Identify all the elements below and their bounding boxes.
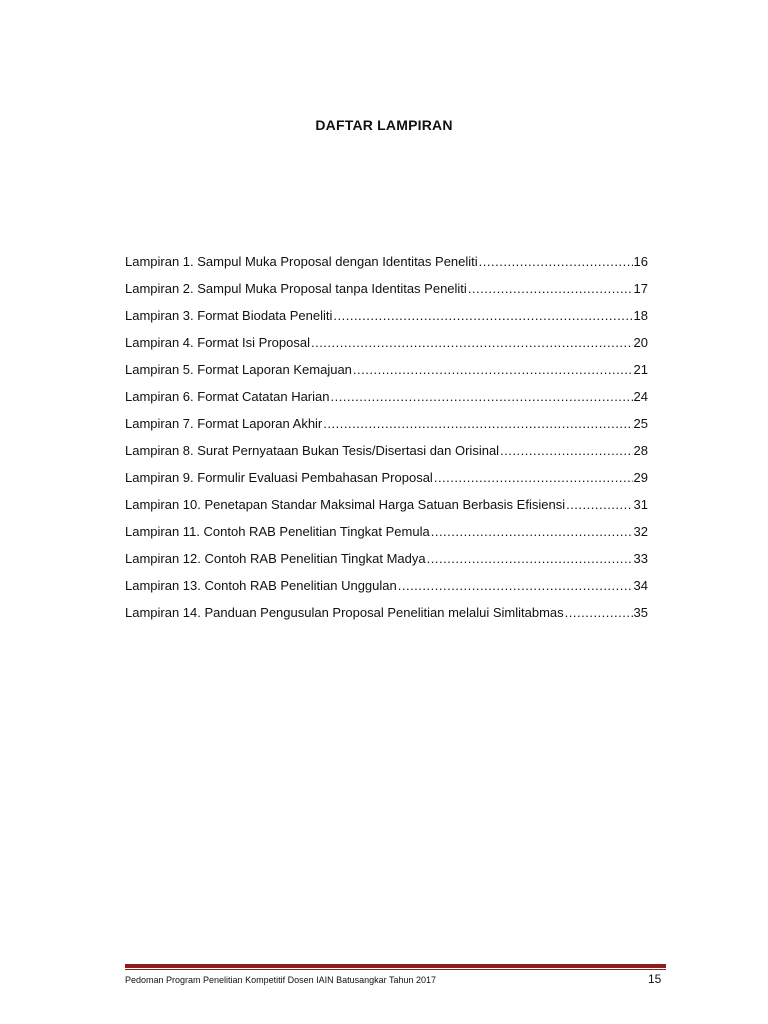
dot-leader (431, 524, 633, 539)
appendix-entry-label: Lampiran 7. Format Laporan Akhir (125, 416, 323, 431)
dot-leader (566, 497, 632, 512)
appendix-entry-label: Lampiran 1. Sampul Muka Proposal dengan Identitas Peneliti (125, 254, 478, 269)
appendix-entry (125, 281, 648, 308)
appendix-entry-page: 25 (633, 416, 648, 431)
dot-leader (500, 443, 632, 458)
dot-leader (333, 308, 632, 323)
appendix-entry (125, 389, 648, 416)
appendix-entry (125, 524, 648, 551)
appendix-entry-page: 33 (633, 551, 648, 566)
appendix-entry (125, 551, 648, 578)
appendix-entry-page: 31 (633, 497, 648, 512)
appendix-entry-page: 21 (633, 362, 648, 377)
appendix-list (125, 254, 648, 632)
appendix-entry-page: 28 (633, 443, 648, 458)
appendix-entry-page: 34 (633, 578, 648, 593)
footer-text: Pedoman Program Penelitian Kompetitif Dosen IAIN Batusangkar Tahun 2017 (125, 975, 437, 985)
dot-leader (311, 335, 633, 350)
appendix-entry-page: 18 (633, 308, 648, 323)
dot-leader (468, 281, 633, 296)
dot-leader (479, 254, 633, 269)
appendix-entry (125, 362, 648, 389)
appendix-entry-label: Lampiran 12. Contoh RAB Penelitian Tingkat Madya (125, 551, 426, 566)
appendix-entry-label: Lampiran 9. Formulir Evaluasi Pembahasan Proposal (125, 470, 433, 485)
footer-rule (125, 964, 666, 968)
appendix-entry (125, 470, 648, 497)
appendix-entry (125, 497, 648, 524)
appendix-entry (125, 605, 648, 632)
appendix-entry (125, 578, 648, 605)
page-number: 15 (648, 972, 662, 986)
dot-leader (565, 605, 633, 620)
appendix-entry-label: Lampiran 11. Contoh RAB Penelitian Tingkat Pemula (125, 524, 430, 539)
appendix-entry (125, 254, 648, 281)
appendix-entry-label: Lampiran 6. Format Catatan Harian (125, 389, 330, 404)
footer-rule-thin (125, 969, 666, 970)
appendix-entry-label: Lampiran 8. Surat Pernyataan Bukan Tesis/Disertasi dan Orisinal (125, 443, 500, 458)
appendix-entry-page: 29 (633, 470, 648, 485)
appendix-entry (125, 416, 648, 443)
page-title: DAFTAR LAMPIRAN (315, 117, 453, 133)
appendix-entry-label: Lampiran 5. Format Laporan Kemajuan (125, 362, 352, 377)
appendix-entry-label: Lampiran 3. Format Biodata Peneliti (125, 308, 333, 323)
appendix-entry-page: 24 (633, 389, 648, 404)
appendix-entry (125, 335, 648, 362)
appendix-entry (125, 308, 648, 335)
appendix-entry-page: 16 (633, 254, 648, 269)
appendix-entry (125, 443, 648, 470)
dot-leader (330, 389, 632, 404)
appendix-entry-label: Lampiran 13. Contoh RAB Penelitian Unggulan (125, 578, 397, 593)
appendix-entry-label: Lampiran 10. Penetapan Standar Maksimal Harga Satuan Berbasis Efisiensi (125, 497, 566, 512)
dot-leader (398, 578, 633, 593)
appendix-entry-label: Lampiran 14. Panduan Pengusulan Proposal Penelitian melalui Simlitabmas (125, 605, 564, 620)
appendix-entry-page: 17 (633, 281, 648, 296)
appendix-entry-page: 32 (633, 524, 648, 539)
appendix-entry-label: Lampiran 2. Sampul Muka Proposal tanpa Identitas Peneliti (125, 281, 467, 296)
appendix-entry-page: 35 (633, 605, 648, 620)
appendix-entry-page: 20 (633, 335, 648, 350)
dot-leader (323, 416, 632, 431)
appendix-entry-label: Lampiran 4. Format Isi Proposal (125, 335, 310, 350)
dot-leader (427, 551, 633, 566)
dot-leader (434, 470, 633, 485)
dot-leader (353, 362, 633, 377)
